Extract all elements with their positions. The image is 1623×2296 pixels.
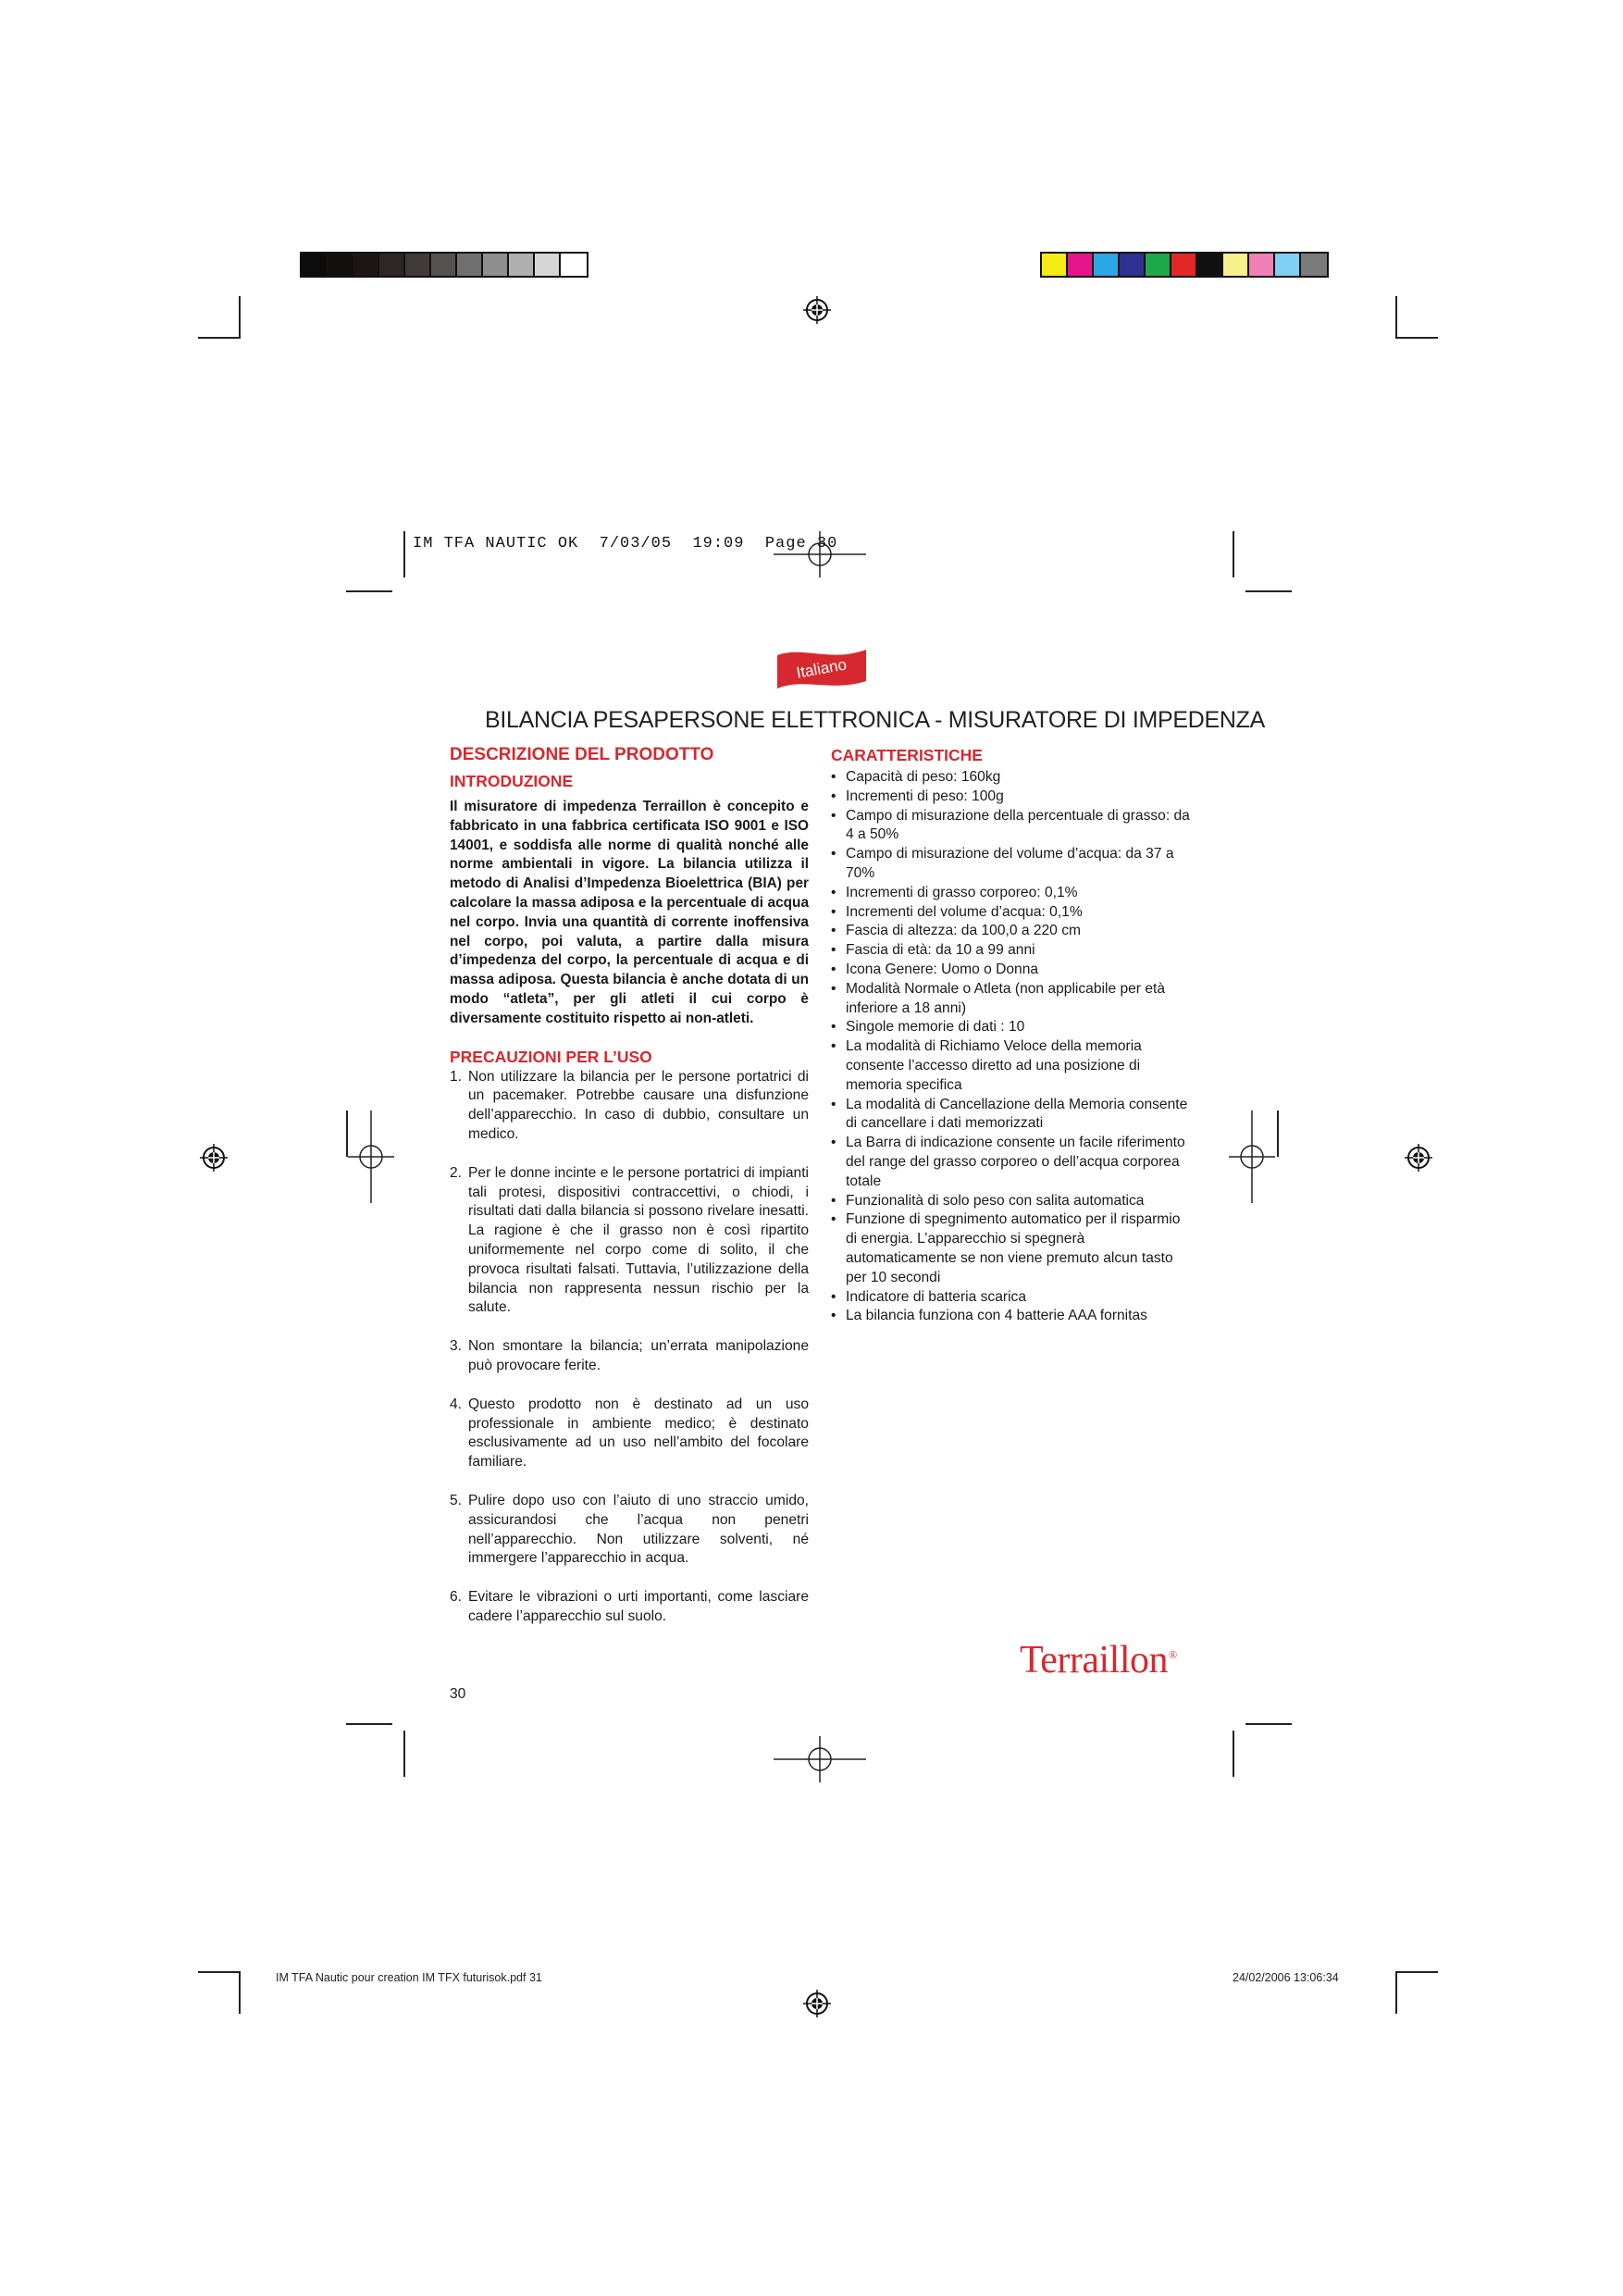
crosshair-icon <box>774 1736 866 1782</box>
bullet-icon: • <box>831 1019 836 1036</box>
precaution-text: Questo prodotto non è destinato ad un uso professionale in ambiente medico; è destinato esclusivamente ad un uso nell’ambito del focolare familiare. <box>468 1396 809 1471</box>
bullet-icon: • <box>831 769 836 785</box>
feature-text: La modalità di Richiamo Veloce della memoria consente l’accesso diretto ad una posizione di memoria specifica <box>846 1038 1142 1093</box>
feature-item <box>831 1210 1192 1287</box>
bullet-icon: • <box>831 884 836 900</box>
registration-target-icon <box>200 1144 228 1172</box>
crop-mark <box>346 590 392 592</box>
feature-text: Funzione di spegnimento automatico per il risparmio di energia. L’apparecchio si spegnerà automaticamente se non viene premuto alcun tasto per 10 secondi <box>846 1211 1181 1285</box>
precaution-item <box>450 1492 809 1569</box>
precaution-number: 3. <box>450 1338 463 1355</box>
precaution-number: 2. <box>450 1164 463 1181</box>
precaution-text: Non smontare la bilancia; un’errata manipolazione può provocare ferite. <box>468 1338 809 1373</box>
features-list <box>831 768 1192 1326</box>
registration-target-icon <box>803 1990 831 2017</box>
color-swatch <box>328 254 353 276</box>
precaution-item <box>450 1337 809 1376</box>
bullet-icon: • <box>831 980 836 997</box>
feature-item <box>831 1037 1192 1095</box>
left-column <box>450 744 809 1646</box>
precaution-number: 4. <box>450 1396 463 1412</box>
feature-text: Campo di misurazione della percentuale di grasso: da 4 a 50% <box>846 807 1190 843</box>
crop-mark <box>1395 296 1397 339</box>
feature-text: Funzionalità di solo peso con salita automatica <box>846 1192 1145 1209</box>
color-swatch <box>353 254 379 276</box>
color-swatch <box>431 254 457 276</box>
feature-item <box>831 1018 1192 1037</box>
color-swatch <box>1301 254 1327 276</box>
feature-text: Campo di misurazione del volume d’acqua: da 37 a 70% <box>846 846 1174 881</box>
slug-line: IM TFA NAUTIC OK 7/03/05 19:09 Page 30 <box>413 535 838 552</box>
feature-item <box>831 1096 1192 1135</box>
color-bar <box>1040 252 1329 278</box>
color-swatch <box>1094 254 1120 276</box>
precaution-item <box>450 1396 809 1472</box>
feature-text: Fascia di età: da 10 a 99 anni <box>846 942 1035 959</box>
bullet-icon: • <box>831 1038 836 1055</box>
feature-text: Singole memorie di dati : 10 <box>846 1019 1025 1036</box>
crop-mark <box>239 1971 241 2014</box>
bullet-icon: • <box>831 923 836 939</box>
crosshair-icon <box>348 1111 394 1203</box>
color-swatch <box>509 254 535 276</box>
feature-text: Indicatore di batteria scarica <box>846 1288 1027 1305</box>
footer-timestamp: 24/02/2006 13:06:34 <box>1233 1971 1339 1984</box>
registered-mark: ® <box>1169 1648 1177 1661</box>
registration-target-icon <box>803 296 831 324</box>
bullet-icon: • <box>831 846 836 863</box>
color-swatch <box>483 254 509 276</box>
precaution-text: Per le donne incinte e le persone portatrici di impianti tali protesi, dispositivi contraccettivi, o chiodi, i risultati dati dalla bilancia si possono rivelare inesatti. La ragione è che il grasso non è così ripartito uniformemente nel corpo come di solito, il che provoca risultati falsati. Tuttavia, l’utilizzazione della bilancia non rappresenta nessun rischio per la salute. <box>468 1164 809 1316</box>
feature-item <box>831 922 1192 941</box>
crop-mark <box>1395 1971 1438 1973</box>
precaution-text: Pulire dopo uso con l’aiuto di uno straccio umido, assicurandosi che l’acqua non penetri nell’apparecchio. Non utilizzare solventi, né immergere l’apparecchio in acqua. <box>468 1492 809 1567</box>
crop-mark <box>1233 1731 1234 1777</box>
bullet-icon: • <box>831 1135 836 1151</box>
feature-item <box>831 884 1192 903</box>
color-swatch <box>1042 254 1068 276</box>
feature-item <box>831 788 1192 807</box>
bullet-icon: • <box>831 1308 836 1324</box>
precautions-heading: PRECAUZIONI PER L’USO <box>450 1047 652 1066</box>
feature-text: Incrementi di grasso corporeo: 0,1% <box>846 884 1078 900</box>
crop-mark <box>198 1971 241 1973</box>
color-swatch <box>1068 254 1094 276</box>
bullet-icon: • <box>831 1288 836 1305</box>
right-column <box>831 744 1192 1326</box>
color-swatch <box>1275 254 1301 276</box>
crop-mark <box>1245 1723 1292 1725</box>
crop-mark <box>1245 590 1292 592</box>
footer-file-info: IM TFA Nautic pour creation IM TFX futurisok.pdf 31 <box>276 1971 542 1984</box>
crop-mark <box>1395 337 1438 339</box>
color-swatch <box>457 254 483 276</box>
color-swatch <box>561 254 587 276</box>
precaution-text: Non utilizzare la bilancia per le persone portatrici di un pacemaker. Potrebbe causare una disfunzione dell’apparecchio. In caso di dubbio, consultare un medico. <box>468 1068 809 1142</box>
precaution-number: 1. <box>450 1068 463 1085</box>
feature-item <box>831 1192 1192 1211</box>
grayscale-bar <box>300 252 588 278</box>
feature-text: Capacità di peso: 160kg <box>846 769 1001 785</box>
bullet-icon: • <box>831 1192 836 1209</box>
precaution-item <box>450 1068 809 1145</box>
color-swatch <box>1171 254 1197 276</box>
feature-item <box>831 941 1192 961</box>
intro-heading: INTRODUZIONE <box>450 772 574 790</box>
bullet-icon: • <box>831 942 836 959</box>
precautions-list <box>450 1068 809 1627</box>
feature-item <box>831 768 1192 788</box>
feature-text: Icona Genere: Uomo o Donna <box>846 961 1039 977</box>
precaution-item <box>450 1164 809 1318</box>
color-swatch <box>379 254 405 276</box>
color-swatch <box>1197 254 1223 276</box>
page-title: BILANCIA PESAPERSONE ELETTRONICA - MISURATORE DI IMPEDENZA <box>485 707 1265 733</box>
bullet-icon: • <box>831 1211 836 1228</box>
bullet-icon: • <box>831 1096 836 1112</box>
bullet-icon: • <box>831 903 836 920</box>
crop-mark <box>198 337 241 339</box>
color-swatch <box>1223 254 1249 276</box>
brand-name: Terraillon <box>1020 1639 1168 1682</box>
crop-mark <box>403 531 405 577</box>
color-swatch <box>1120 254 1146 276</box>
intro-text: Il misuratore di impedenza Terraillon è concepito e fabbricato in una fabbrica certificata ISO 9001 e ISO 14001, e soddisfa alle norme di qualità nonché alle norme ambientali in vigore. La bilancia utilizza il metodo di Analisi d’Impedenza Bioelettrica (BIA) per calcolare la massa adiposa e la percentuale di acqua nel corpo. Invia una quantità di corrente inoffensiva nel corpo, poi valuta, a partire dalla misura d’impedenza del corpo, la percentuale di acqua e di massa adiposa. Questa bilancia è anche dotata di un modo “atleta”, per gli atleti il cui corpo è diversamente costituito rispetto ai non-atleti. <box>450 799 809 1026</box>
registration-target-icon <box>1405 1144 1432 1172</box>
crop-mark <box>346 1723 392 1725</box>
feature-text: La modalità di Cancellazione della Memoria consente di cancellare i dati memorizzati <box>846 1096 1188 1132</box>
feature-item <box>831 903 1192 923</box>
precaution-number: 6. <box>450 1589 463 1606</box>
language-flag <box>775 642 868 692</box>
feature-item <box>831 807 1192 846</box>
feature-item <box>831 1134 1192 1191</box>
bullet-icon: • <box>831 961 836 977</box>
crop-mark <box>1395 1971 1397 2014</box>
feature-text: Incrementi del volume d’acqua: 0,1% <box>846 903 1083 920</box>
feature-item <box>831 961 1192 980</box>
features-heading: CARATTERISTICHE <box>831 746 983 764</box>
feature-text: Incrementi di peso: 100g <box>846 788 1004 804</box>
feature-text: La Barra di indicazione consente un facile riferimento del range del grasso corporeo o dell’acqua corporea totale <box>846 1135 1185 1189</box>
color-swatch <box>535 254 561 276</box>
precaution-text: Evitare le vibrazioni o urti importanti, come lasciare cadere l’apparecchio sul suolo. <box>468 1589 809 1624</box>
crop-mark <box>1233 531 1234 577</box>
feature-item <box>831 1307 1192 1326</box>
crop-mark <box>403 1731 405 1777</box>
crosshair-icon <box>1229 1111 1275 1203</box>
crop-mark <box>239 296 241 339</box>
flag-shape-icon <box>775 642 868 692</box>
page-number: 30 <box>450 1686 466 1702</box>
feature-text: Fascia di altezza: da 100,0 a 220 cm <box>846 923 1081 939</box>
crop-mark <box>1277 1111 1279 1157</box>
precaution-item <box>450 1588 809 1627</box>
bullet-icon: • <box>831 788 836 804</box>
color-swatch <box>405 254 431 276</box>
feature-item <box>831 845 1192 884</box>
bullet-icon: • <box>831 807 836 824</box>
color-swatch <box>1249 254 1275 276</box>
feature-item <box>831 980 1192 1019</box>
brand-logo <box>1020 1638 1177 1682</box>
flag-label: Italiano <box>795 655 849 682</box>
color-swatch <box>302 254 328 276</box>
color-swatch <box>1146 254 1171 276</box>
precaution-number: 5. <box>450 1492 463 1508</box>
feature-text: La bilancia funziona con 4 batterie AAA fornitas <box>846 1308 1147 1324</box>
section-heading: DESCRIZIONE DEL PRODOTTO <box>450 745 714 764</box>
feature-item <box>831 1288 1192 1308</box>
feature-text: Modalità Normale o Atleta (non applicabile per età inferiore a 18 anni) <box>846 980 1165 1016</box>
